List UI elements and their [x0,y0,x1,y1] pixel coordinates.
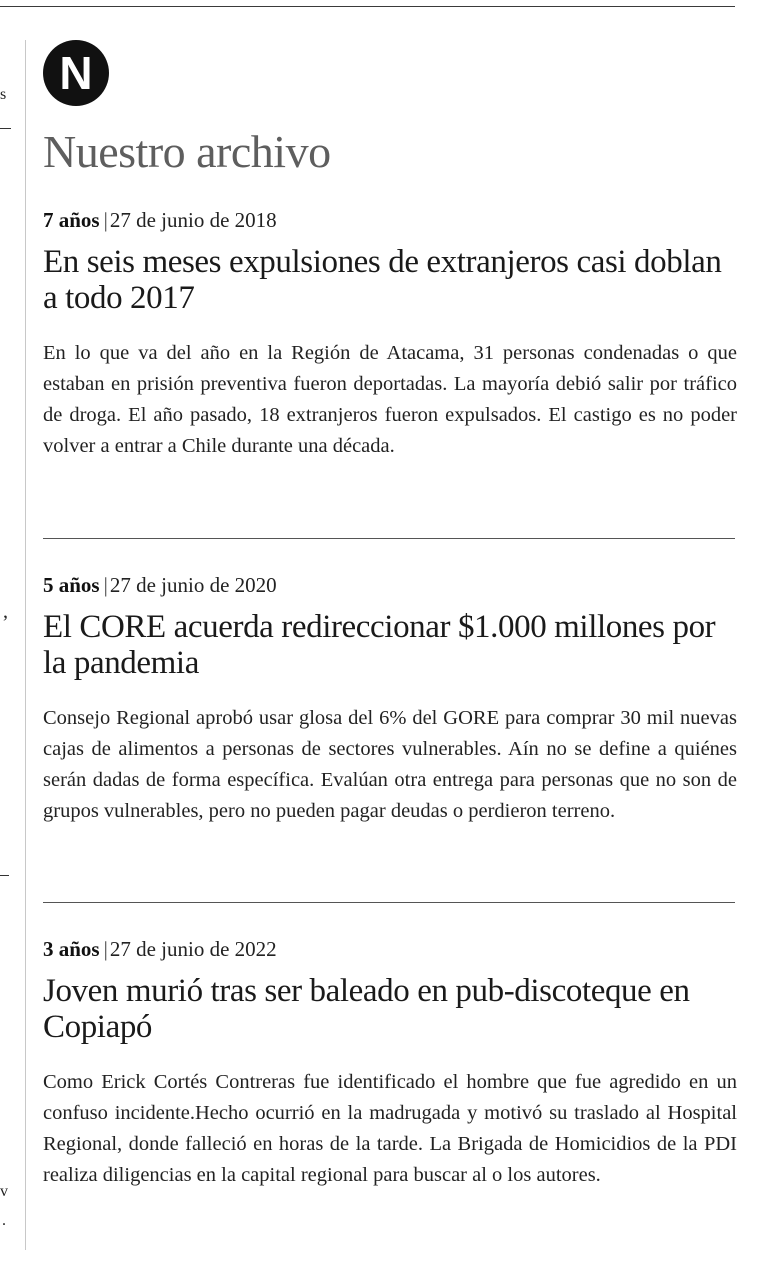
top-rule [0,6,735,7]
kicker-separator: | [103,937,108,961]
entry-kicker [43,206,737,234]
side-fragment-rule [0,875,9,876]
entry-date: 27 de junio de 2018 [109,208,277,232]
entry-headline: El CORE acuerda redireccionar $1.000 millones por la pandemia [43,609,716,681]
side-fragment: . [2,1212,6,1229]
entry-divider [43,902,735,903]
entry-kicker [43,571,737,599]
entry-kicker [43,935,737,963]
entry-body: En lo que va del año en la Región de Atacama, 31 personas condenadas o que estaban en prisión preventiva fueron deportadas. La mayoría debió salir por tráfico de droga. El año pasado, 18 extranjeros fueron expulsados. El castigo es no poder volver a entrar a Chile durante una década. [43,342,737,457]
entry-date: 27 de junio de 2020 [109,573,277,597]
entry-years: 5 años [43,573,100,597]
entry-headline: Joven murió tras ser baleado en pub-discoteque en Copiapó [43,973,690,1045]
side-fragment-rule [0,128,11,129]
entry-body: Consejo Regional aprobó usar glosa del 6% del GORE para comprar 30 mil nuevas cajas de alimentos a personas de sectores vulnerables. Aín no se define a quiénes serán dadas de forma específica. Evalúan otra entrega para personas que no son de grupos vulnerables, pero no pueden pagar deudas o perdieron terreno. [43,707,737,822]
entry-headline: En seis meses expulsiones de extranjeros casi doblan a todo 2017 [43,244,722,316]
entry-body: Como Erick Cortés Contreras fue identificado el hombre que fue agredido en un confuso incidente.Hecho ocurrió en la madrugada y motivó su traslado al Hospital Regional, donde falleció en horas de la tarde. La Brigada de Homicidios de la PDI realiza diligencias en la capital regional para buscar al o los autores. [43,1071,737,1186]
entry-date: 27 de junio de 2022 [109,937,277,961]
side-fragment: ʼ [2,612,9,634]
entry-years: 3 años [43,937,100,961]
side-fragment: s [0,86,7,103]
entry-divider [43,538,735,539]
archive-entry [43,571,737,827]
section-title: Nuestro archivo [43,126,331,177]
archive-entry [43,935,737,1191]
side-fragment: v [0,1183,8,1200]
entry-years: 7 años [43,208,100,232]
archive-entry [43,206,737,462]
column-divider [25,40,26,1250]
newspaper-logo: N [43,40,109,106]
kicker-separator: | [103,208,108,232]
kicker-separator: | [103,573,108,597]
